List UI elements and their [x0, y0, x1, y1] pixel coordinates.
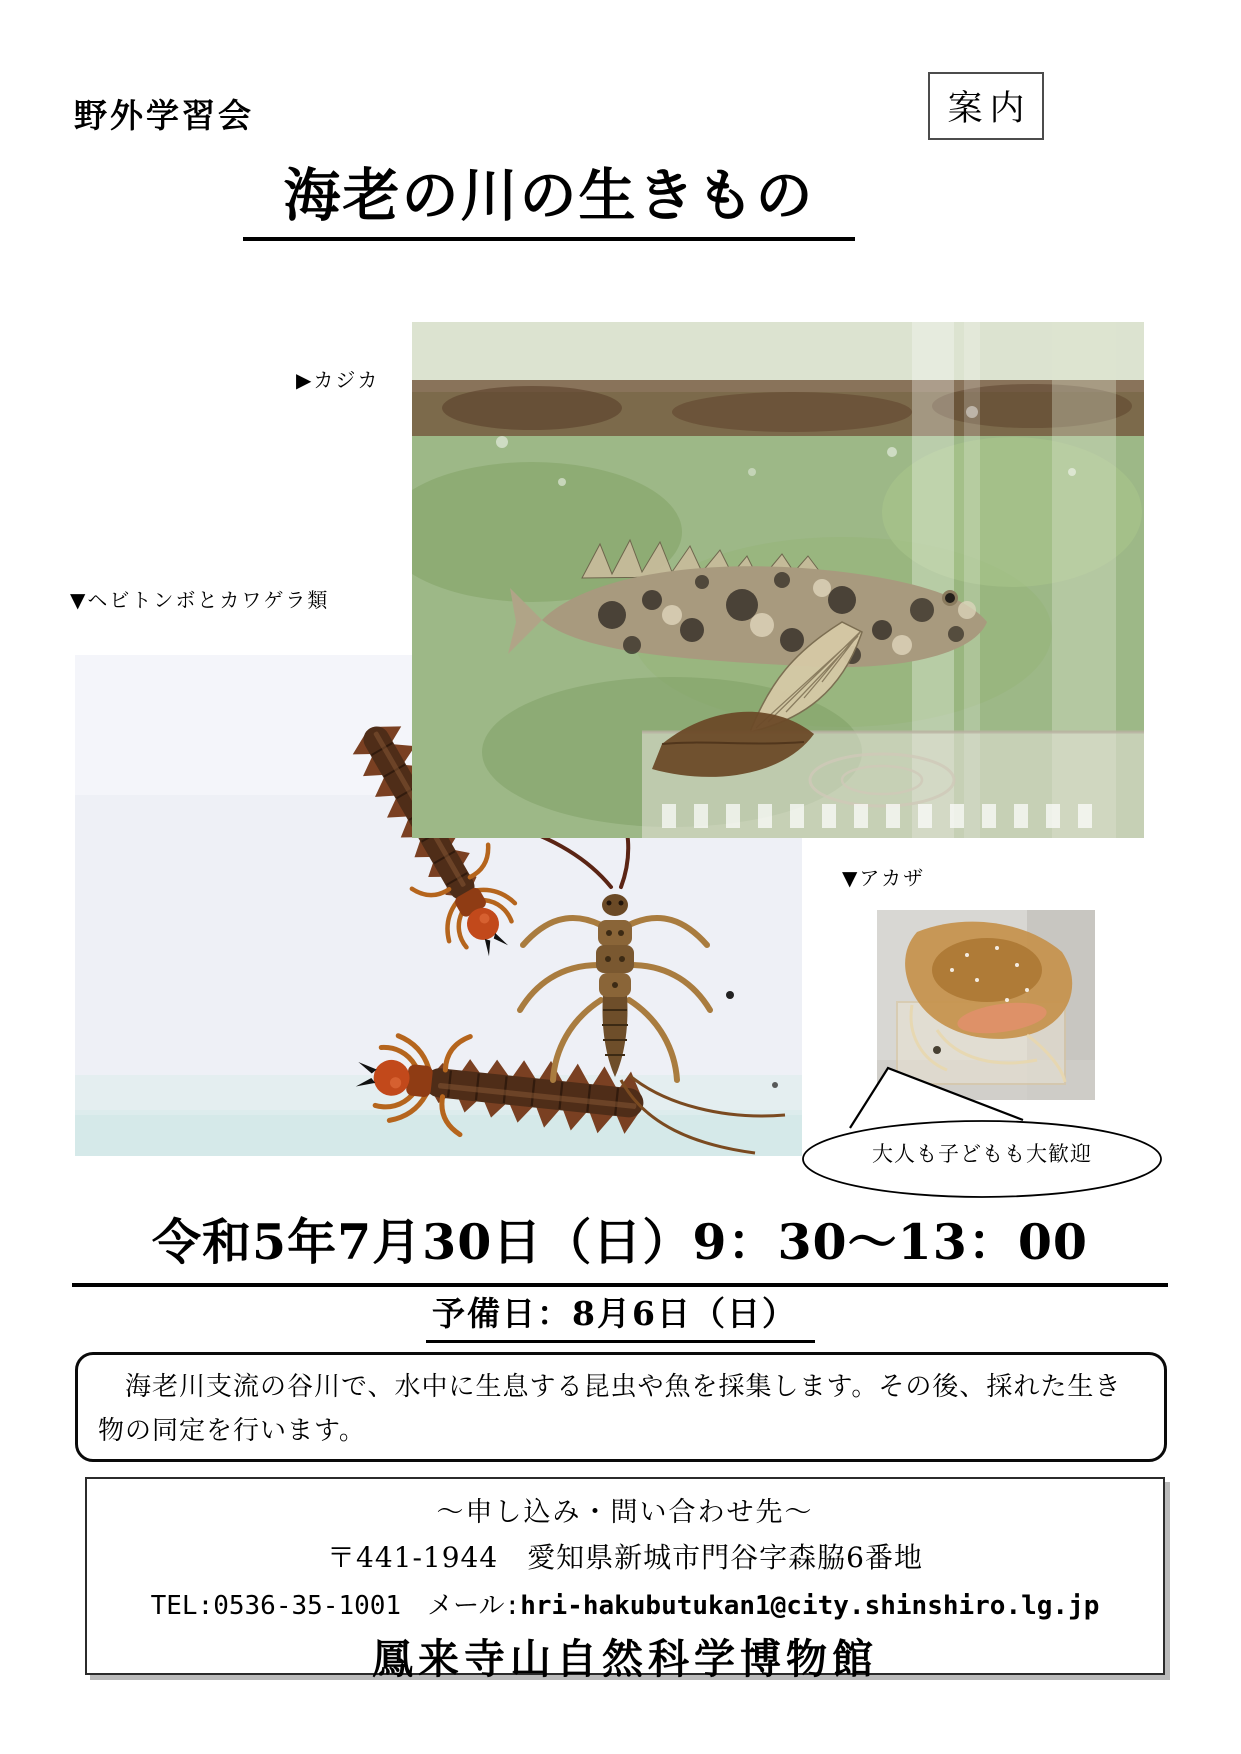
akaza-caption: ▼アカザ — [842, 866, 926, 890]
kajika-caption: ▶カジカ — [296, 368, 380, 392]
speech-bubble-text: 大人も子どもも大歓迎 — [872, 1142, 1092, 1166]
contact-address: 〒441-1944 愛知県新城市門谷字森脇6番地 — [327, 1541, 923, 1574]
contact-tel: TEL:0536-35-1001 — [150, 1591, 402, 1621]
speech-bubble-shape — [793, 1056, 1171, 1202]
contact-box — [85, 1477, 1165, 1683]
organization-name: 鳳来寺山自然科学博物館 — [372, 1635, 878, 1683]
kajika-photo — [412, 322, 1144, 838]
backup-date: 予備日：8月6日（日） — [426, 1288, 815, 1343]
description-box — [75, 1352, 1167, 1462]
backup-date-row — [0, 1288, 1241, 1343]
page-title: 海老の川の生きもの — [243, 150, 855, 241]
contact-tel-line — [87, 1585, 1163, 1622]
kajika-photo-art — [412, 322, 1144, 838]
contact-heading: ～申し込み・問い合わせ先～ — [436, 1497, 814, 1528]
contact-mail-label: メール: — [401, 1591, 521, 1621]
notice-tag-label: 案内 — [947, 89, 1032, 129]
notice-tag-box — [928, 72, 1044, 140]
contact-email: hri-hakubutukan1@city.shinshiro.lg.jp — [520, 1591, 1100, 1621]
description-text: 海老川支流の谷川で、水中に生息する昆虫や魚を採集します。その後、採れた生き物の同定を行います。 — [98, 1372, 1122, 1446]
insects-caption: ▼ヘビトンボとカワゲラ類 — [70, 588, 330, 612]
event-date: 令和5年7月30日（日）9：30～13：00 — [72, 1204, 1168, 1287]
club-label: 野外学習会 — [74, 97, 254, 134]
speech-bubble — [793, 1056, 1171, 1202]
